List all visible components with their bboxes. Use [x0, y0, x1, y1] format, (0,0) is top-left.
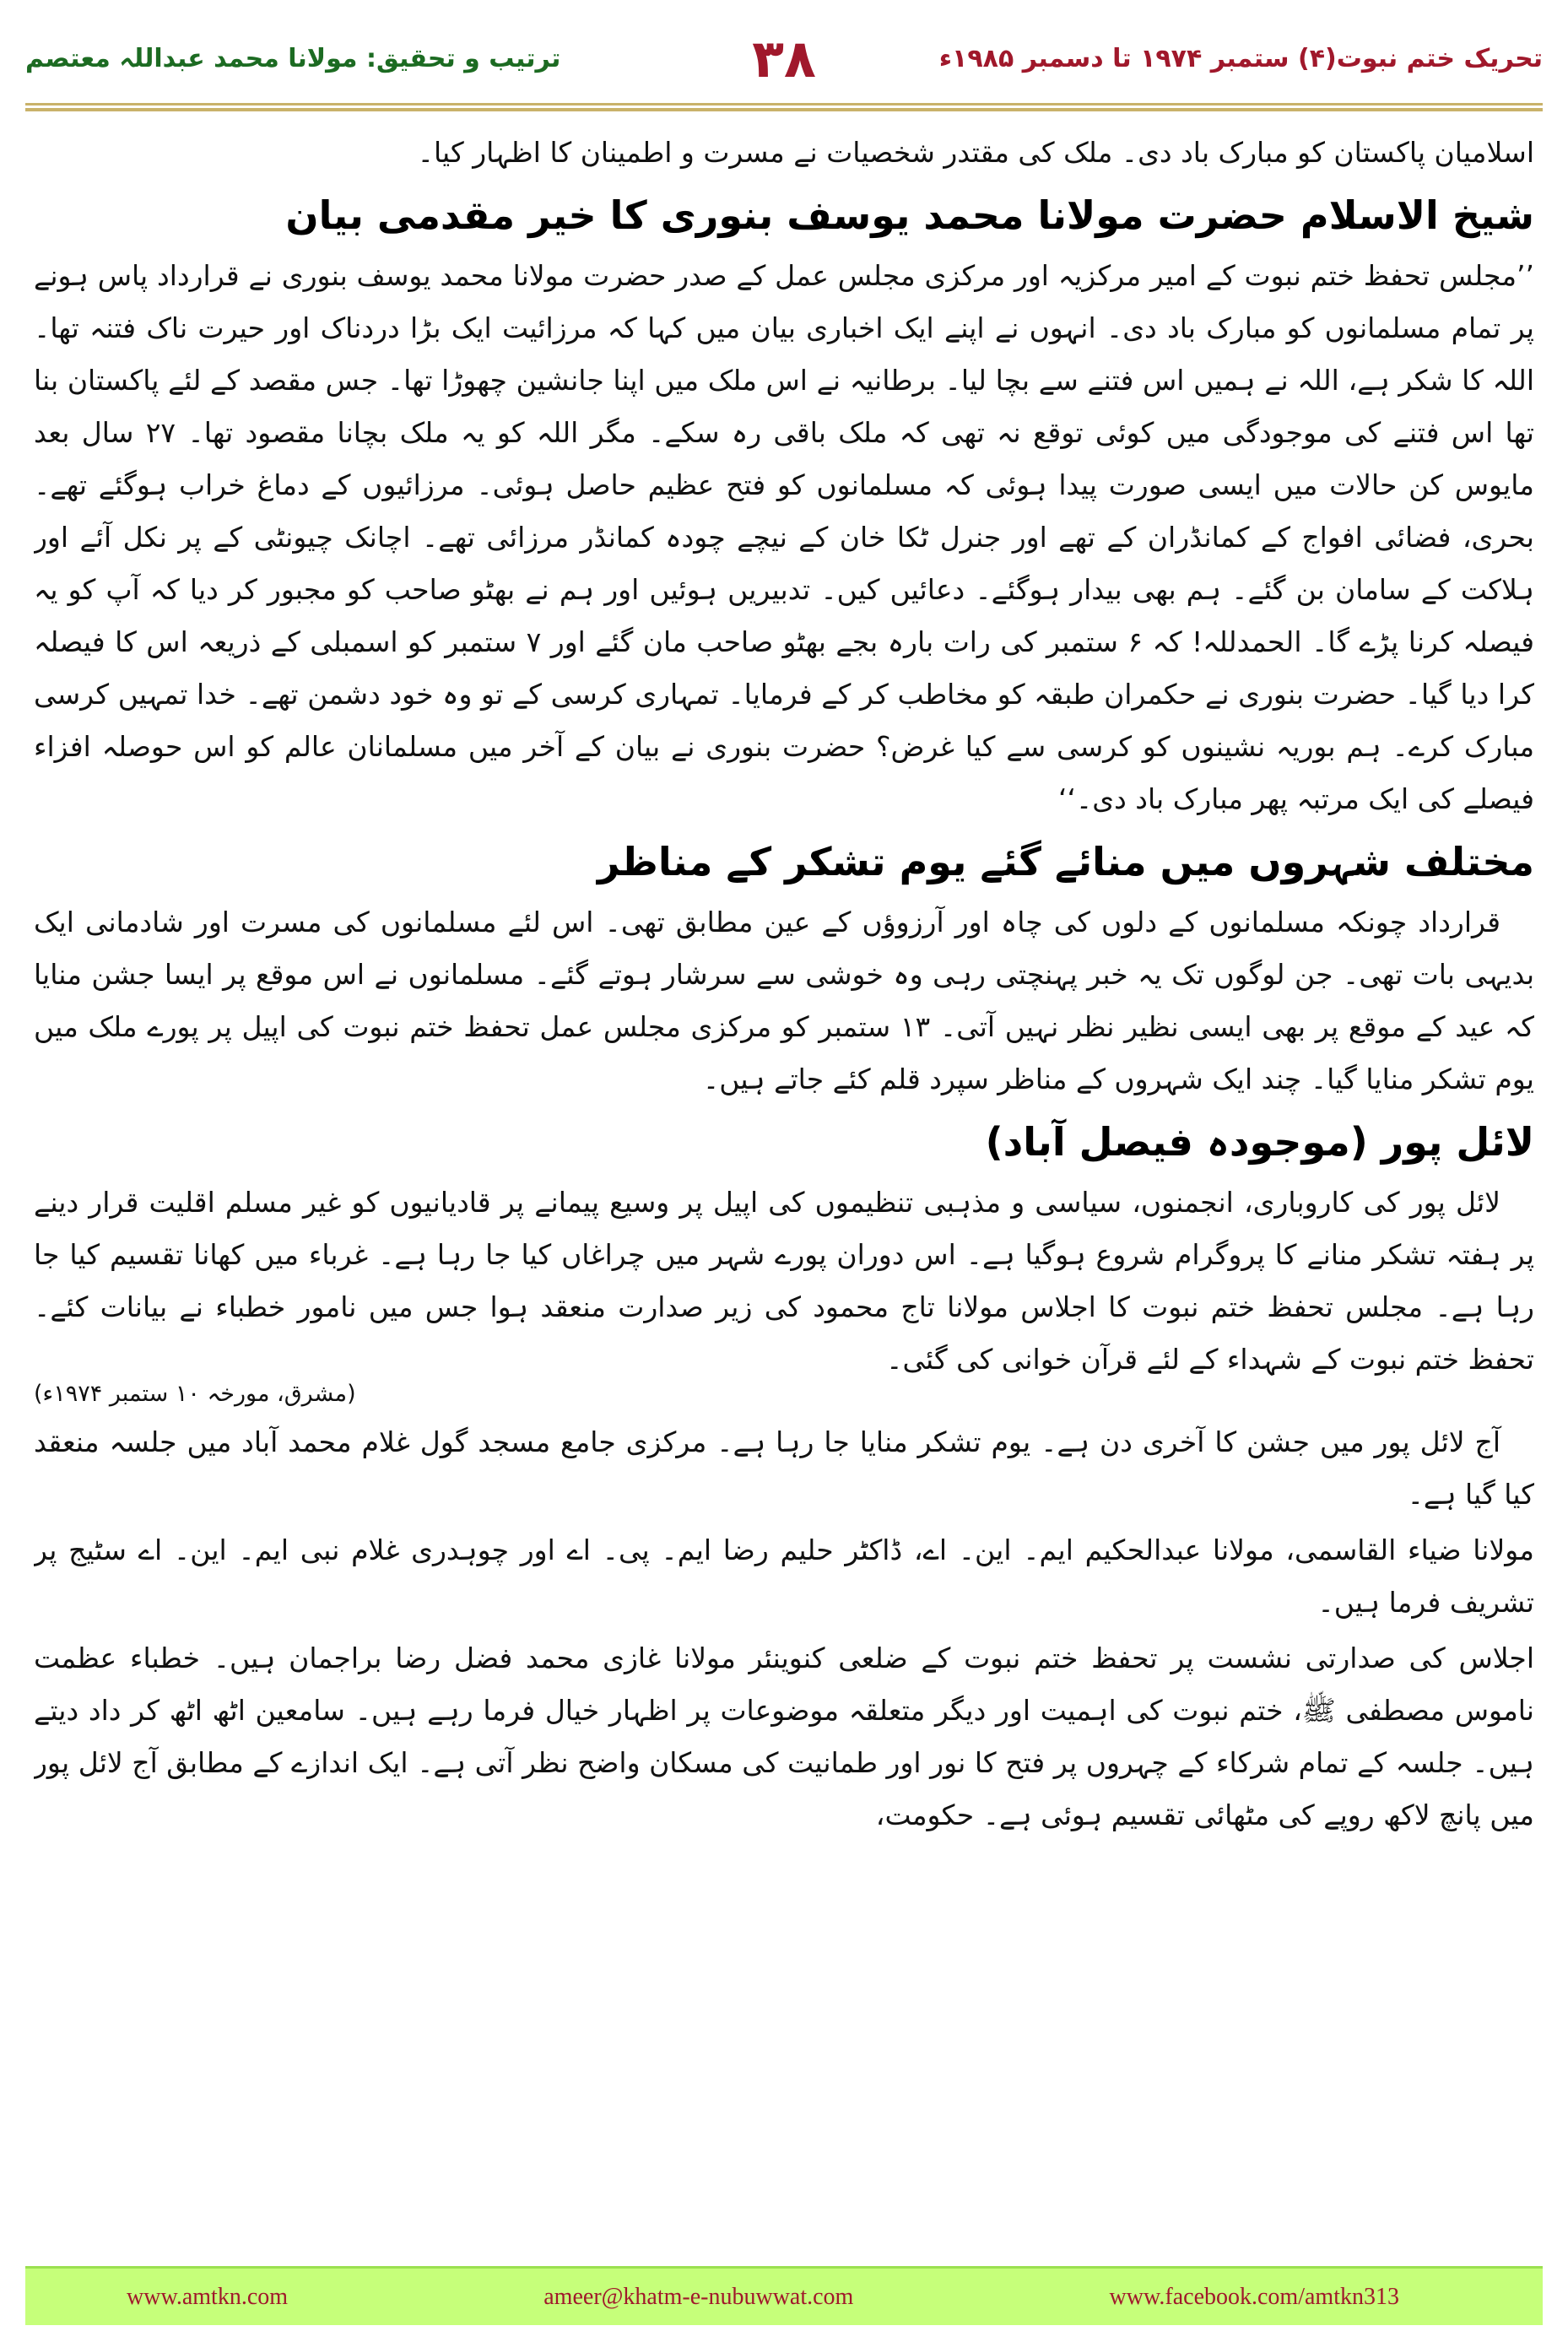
- heading-banuri-statement: شیخ الاسلام حضرت مولانا محمد یوسف بنوری کا خیر مقدمی بیان: [285, 192, 1534, 238]
- heading-lyallpur: لائل پور (موجودہ فیصل آباد): [985, 1119, 1534, 1165]
- paragraph-lyallpur-1: لائل پور کی کاروباری، انجمنوں، سیاسی و مذہبی تنظیموں کی اپیل پر وسیع پیمانے پر قادیانیوں کو غیر مسلم اقلیت قرار دینے پر ہفتہ تشکر منانے کا پروگرام شروع ہوگیا ہے۔ اس دوران پورے شہر میں چراغاں کیا جا رہا ہے۔ غرباء میں کھانا تقسیم کیا جا رہا ہے۔ مجلس تحفظ ختم نبوت کا اجلاس مولانا تاج محمود کی زیر صدارت منعقد ہوا جس میں نامور خطباء نے بیانات کئے۔ تحفظ ختم نبوت کے شہداء کے لئے قرآن خوانی کی گئی۔: [34, 1186, 1534, 1376]
- paragraph-lyallpur-4: اجلاس کی صدارتی نشست پر تحفظ ختم نبوت کے ضلعی کنوینئر مولانا غازی محمد فضل رضا براجمان ہیں۔ خطباء عظمت ناموس مصطفی ﷺ، ختم نبوت کی اہمیت اور دیگر متعلقہ موضوعات پر اظہار خیال فرما رہے ہیں۔ سامعین اٹھ اٹھ کر داد دیتے ہیں۔ جلسہ کے تمام شرکاء کے چہروں پر فتح کا نور اور طمانیت کی مسکان واضح نظر آتی ہے۔ ایک اندازے کے مطابق آج لائل پور میں پانچ لاکھ روپے کی مٹھائی تقسیم ہوئی ہے۔ حکومت،: [34, 1642, 1534, 1831]
- book-title: تحریک ختم نبوت(۴) ستمبر ۱۹۷۴ تا دسمبر ۱۹۸۵ء: [938, 44, 1543, 73]
- lyallpur-section: [34, 1176, 1534, 1411]
- paragraph-celebrations: قرارداد چونکہ مسلمانوں کے دلوں کی چاہ اور آرزوؤں کے عین مطابق تھی۔ اس لئے مسلمانوں کی مسرت اور شادمانی ایک بدیہی بات تھی۔ جن لوگوں تک یہ خبر پہنچتی رہی وہ خوشی سے سرشار ہوتے گئے۔ مسلمانوں نے اس موقع پر ایسا جشن منایا کہ عید کے موقع پر بھی ایسی نظیر نظر نہیں آتی۔ ۱۳ ستمبر کو مرکزی مجلس عمل تحفظ ختم نبوت کی اپیل پر پورے ملک میں یوم تشکر منایا گیا۔ چند ایک شہروں کے مناظر سپرد قلم کئے جاتے ہیں۔: [34, 906, 1534, 1095]
- page-header: [25, 19, 1543, 99]
- compiler-credit: ترتیب و تحقیق: مولانا محمد عبداللہ معتصم: [25, 44, 561, 73]
- heading-celebrations: مختلف شہروں میں منائے گئے یوم تشکر کے مناظر: [597, 839, 1534, 884]
- paragraph-lyallpur-2: آج لائل پور میں جشن کا آخری دن ہے۔ یوم تشکر منایا جا رہا ہے۔ مرکزی جامع مسجد گول غلام محمد آباد میں جلسہ منعقد کیا گیا ہے۔: [34, 1425, 1534, 1511]
- page-number: ۳۸: [752, 28, 816, 89]
- facebook-link[interactable]: www.facebook.com/amtkn313: [1109, 2283, 1399, 2310]
- page-footer: [25, 2266, 1543, 2325]
- website-link[interactable]: www.amtkn.com: [127, 2283, 289, 2310]
- paragraph-lyallpur-3: مولانا ضیاء القاسمی، مولانا عبدالحکیم ایم۔ این۔ اے، ڈاکٹر حلیم رضا ایم۔ پی۔ اے اور چوہدری غلام نبی ایم۔ این۔ اے سٹیج پر تشریف فرما ہیں۔: [34, 1533, 1534, 1619]
- source-citation: (مشرق، مورخہ ۱۰ ستمبر ۱۹۷۴ء): [34, 1381, 356, 1407]
- header-divider: [25, 103, 1543, 111]
- email-link[interactable]: ameer@khatm-e-nubuwwat.com: [543, 2283, 854, 2310]
- page-body: [34, 127, 1534, 2249]
- paragraph-banuri-statement: ’’مجلس تحفظ ختم نبوت کے امیر مرکزیہ اور مرکزی مجلس عمل کے صدر حضرت مولانا محمد یوسف بنوری نے قرارداد پاس ہونے پر تمام مسلمانوں کو مبارک باد دی۔ انہوں نے اپنے ایک اخباری بیان میں کہا کہ مرزائیت ایک بڑا دردناک اور حیرت ناک فتنہ تھا۔ اللہ کا شکر ہے، اللہ نے ہمیں اس فتنے سے بچا لیا۔ برطانیہ نے اس ملک میں اپنا جانشین چھوڑا تھا۔ جس مقصد کے لئے پاکستان بنا تھا اس فتنے کی موجودگی میں کوئی توقع نہ تھی کہ ملک باقی رہ سکے۔ مگر اللہ کو یہ ملک بچانا مقصود تھا۔ ۲۷ سال بعد مایوس کن حالات میں ایسی صورت پیدا ہوئی کہ مسلمانوں کو فتح عظیم حاصل ہوئی۔ مرزائیوں کے دماغ خراب ہوگئے تھے۔ بحری، فضائی افواج کے کمانڈران کے تھے اور جنرل ٹکا خان کے نیچے چودہ کمانڈر مرزائی تھے۔ اچانک چیونٹی کے پر نکل آئے اور ہلاکت کے سامان بن گئے۔ ہم بھی بیدار ہوگئے۔ دعائیں کیں۔ تدبیریں ہوئیں اور ہم نے بھٹو صاحب کو مجبور کر دیا کہ آپ کو یہ فیصلہ کرنا پڑے گا۔ الحمدللہ! کہ ۶ ستمبر کی رات بارہ بجے بھٹو صاحب مان گئے اور ۷ ستمبر کو اسمبلی کے ذریعہ اس کا فیصلہ کرا دیا گیا۔ حضرت بنوری نے حکمران طبقہ کو مخاطب کر کے فرمایا۔ تمہاری کرسی کے تو وہ خود دشمن تھے۔ خدا تمہیں کرسی مبارک کرے۔ ہم بوریہ نشینوں کو کرسی سے کیا غرض؟ حضرت بنوری نے بیان کے آخر میں مسلمانان عالم کو اس حوصلہ افزاء فیصلے کی ایک مرتبہ پھر مبارک باد دی۔‘‘: [34, 259, 1534, 815]
- paragraph-intro: اسلامیان پاکستان کو مبارک باد دی۔ ملک کی مقتدر شخصیات نے مسرت و اطمینان کا اظہار کیا۔: [417, 136, 1534, 169]
